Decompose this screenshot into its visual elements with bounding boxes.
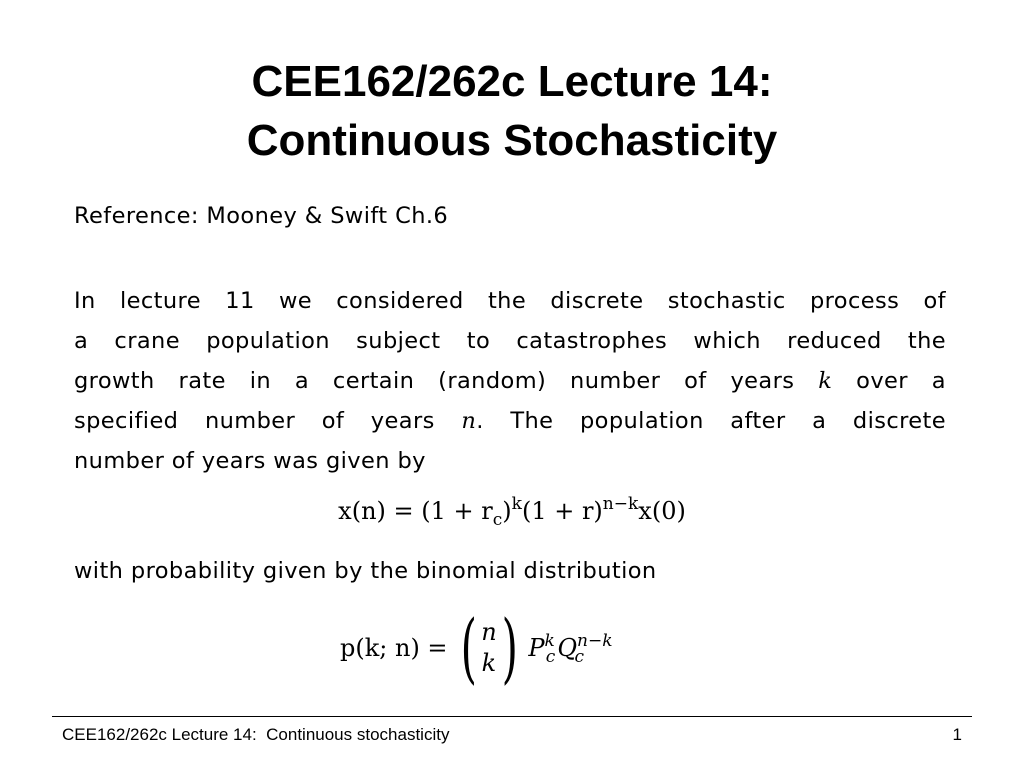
binom-right-paren: ) bbox=[501, 603, 518, 692]
term-Q-sup: n−k bbox=[577, 631, 613, 651]
paragraph-line-4-end: . The population after a discrete bbox=[476, 408, 946, 434]
equation1-lhs: x(n) = (1 + r bbox=[338, 497, 493, 525]
paragraph-line-5: number of years was given by bbox=[74, 448, 426, 474]
equation1-rhs: x(0) bbox=[638, 497, 686, 525]
binom-bottom: k bbox=[481, 649, 497, 677]
paragraph-line-4-text: specified number of years bbox=[74, 408, 435, 434]
reference-line: Reference: Mooney & Swift Ch.6 bbox=[74, 203, 449, 229]
paragraph-line-1: In lecture 11 we considered the discrete stochastic process of bbox=[74, 288, 946, 314]
term-P-sub: c bbox=[545, 647, 556, 667]
paragraph-line-4 bbox=[74, 404, 946, 444]
paragraph-line-3 bbox=[74, 364, 946, 404]
binom-left-paren: ( bbox=[460, 603, 477, 692]
slide-title bbox=[0, 52, 1024, 170]
equation1-sup-k: k bbox=[511, 494, 522, 514]
term-P: P bbox=[528, 634, 545, 662]
equation2-rhs bbox=[528, 631, 613, 667]
term-Q-sub: c bbox=[574, 647, 585, 667]
title-line-1: CEE162/262c Lecture 14: bbox=[251, 57, 773, 106]
variable-k: k bbox=[818, 368, 833, 394]
intro-paragraph bbox=[74, 284, 946, 484]
equation1-sup-nk: n−k bbox=[602, 494, 639, 514]
equation2-lhs: p(k; n) = bbox=[340, 634, 448, 662]
equation1-mid: (1 + r) bbox=[521, 497, 603, 525]
paragraph-line-3-end: over a bbox=[856, 368, 946, 394]
footer-divider bbox=[52, 716, 972, 717]
title-line-2: Continuous Stochasticity bbox=[246, 116, 778, 165]
binomial-equation bbox=[340, 603, 613, 692]
footer-course-label: CEE162/262c Lecture 14: Continuous stochasticity bbox=[62, 725, 450, 744]
binom-top: n bbox=[481, 618, 497, 646]
paragraph-line-3-text: growth rate in a certain (random) number of years bbox=[74, 368, 795, 394]
binomial-intro-line: with probability given by the binomial distribution bbox=[74, 558, 657, 584]
binomial-coefficient bbox=[481, 617, 496, 679]
population-equation: $x(n) = (1 + r_c)^k(1 + r)^{n-k}x(0)$ bbox=[338, 494, 686, 530]
variable-n: n bbox=[461, 408, 477, 434]
term-Q: Q bbox=[557, 634, 578, 662]
page-number: 1 bbox=[952, 725, 962, 744]
paragraph-line-2: a crane population subject to catastrophes which reduced the bbox=[74, 328, 946, 354]
term-P-sup: k bbox=[544, 631, 555, 651]
equation1-sub-c: c bbox=[492, 510, 503, 530]
